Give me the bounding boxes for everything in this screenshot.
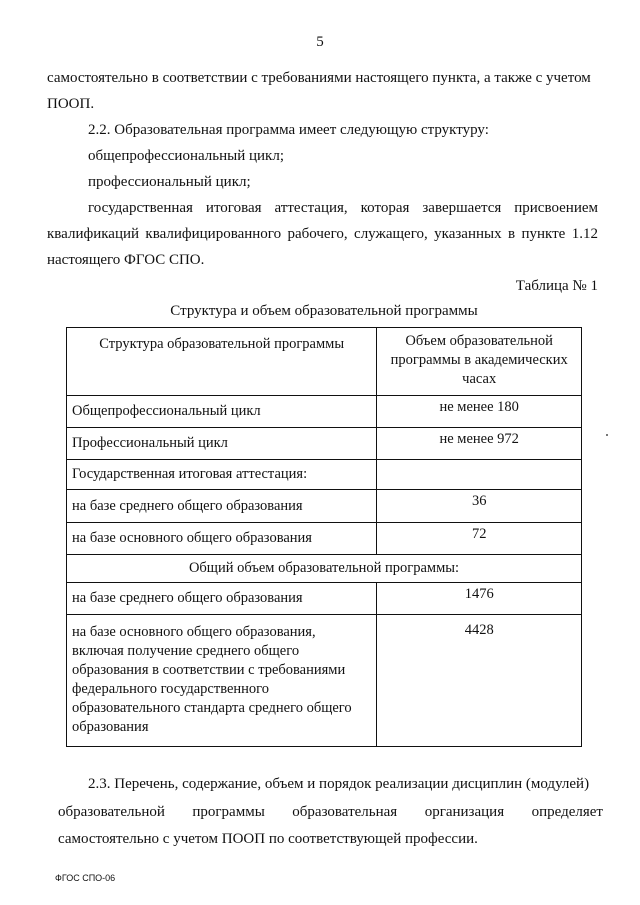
row-name: Государственная итоговая аттестация: — [67, 460, 377, 490]
section-2-3-line3: самостоятельно с учетом ПООП по соответствующей профессии. — [58, 831, 478, 847]
row-name-line: образования в соответствии с требованиями — [72, 662, 346, 678]
table-row — [67, 583, 582, 615]
word: организация — [424, 804, 505, 820]
scan-speck — [606, 434, 608, 436]
row-value: 72 — [377, 523, 582, 555]
row-name-line: образования — [72, 719, 149, 735]
row-value: 1476 — [377, 583, 582, 615]
table-row — [67, 615, 582, 747]
total-header: Общий объем образовательной программы: — [67, 555, 582, 583]
footer-code: ФГОС СПО-06 — [55, 873, 116, 883]
section-2-3-line2 — [58, 803, 603, 821]
para1-line2: ПООП. — [47, 96, 95, 112]
para1-line1: самостоятельно в соответствии с требованиями настоящего пункта, а также с учетом — [47, 70, 591, 86]
structure-item-3-line2: квалификаций квалифицированного рабочего, служащего, указанных в пункте 1.12 — [47, 226, 598, 242]
word: определяет — [531, 804, 603, 820]
table-caption: Структура и объем образовательной программы — [170, 303, 478, 319]
row-value: не менее 180 — [377, 396, 582, 428]
row-value — [377, 460, 582, 490]
structure-item-3-line3: настоящего ФГОС СПО. — [47, 252, 205, 268]
row-name-line: образовательного стандарта среднего общего — [72, 700, 352, 716]
total-header-row — [67, 555, 582, 583]
header-volume-l1: Объем образовательной — [405, 333, 553, 349]
header-volume — [377, 328, 582, 396]
structure-table — [66, 327, 582, 747]
header-structure-text: Структура образовательной программы — [99, 336, 345, 352]
table-row — [67, 396, 582, 428]
header-volume-l2: программы в академических — [390, 352, 568, 368]
table-row — [67, 460, 582, 490]
table-header-row — [67, 328, 582, 396]
structure-item-3-line1: государственная итоговая аттестация, которая завершается присвоением — [88, 200, 598, 216]
word: образовательная — [292, 804, 398, 820]
row-name: Профессиональный цикл — [67, 428, 377, 460]
table-label: Таблица № 1 — [515, 278, 598, 294]
header-structure — [67, 328, 377, 396]
table-row — [67, 523, 582, 555]
section-2-3-line1: 2.3. Перечень, содержание, объем и порядок реализации дисциплин (модулей) — [88, 776, 590, 792]
row-value: 36 — [377, 490, 582, 523]
row-name: на базе среднего общего образования — [67, 490, 377, 523]
row-name: на базе среднего общего образования — [67, 583, 377, 615]
row-value: 4428 — [377, 615, 582, 747]
word: программы — [192, 804, 265, 820]
row-value: не менее 972 — [377, 428, 582, 460]
row-name-line: федерального государственного — [72, 681, 270, 697]
structure-item-2: профессиональный цикл; — [88, 174, 251, 190]
row-name-line: на базе основного общего образования, — [72, 624, 316, 640]
structure-item-1: общепрофессиональный цикл; — [88, 148, 284, 164]
header-volume-l3: часах — [462, 371, 497, 387]
row-name-line: включая получение среднего общего — [72, 643, 300, 659]
table-row — [67, 490, 582, 523]
word: образовательной — [58, 804, 165, 820]
section-2-2-intro: 2.2. Образовательная программа имеет следующую структуру: — [88, 122, 489, 138]
page-number: 5 — [316, 34, 324, 50]
row-name: на базе основного общего образования — [67, 523, 377, 555]
row-name-multiline — [67, 615, 377, 747]
table-row — [67, 428, 582, 460]
row-name: Общепрофессиональный цикл — [67, 396, 377, 428]
